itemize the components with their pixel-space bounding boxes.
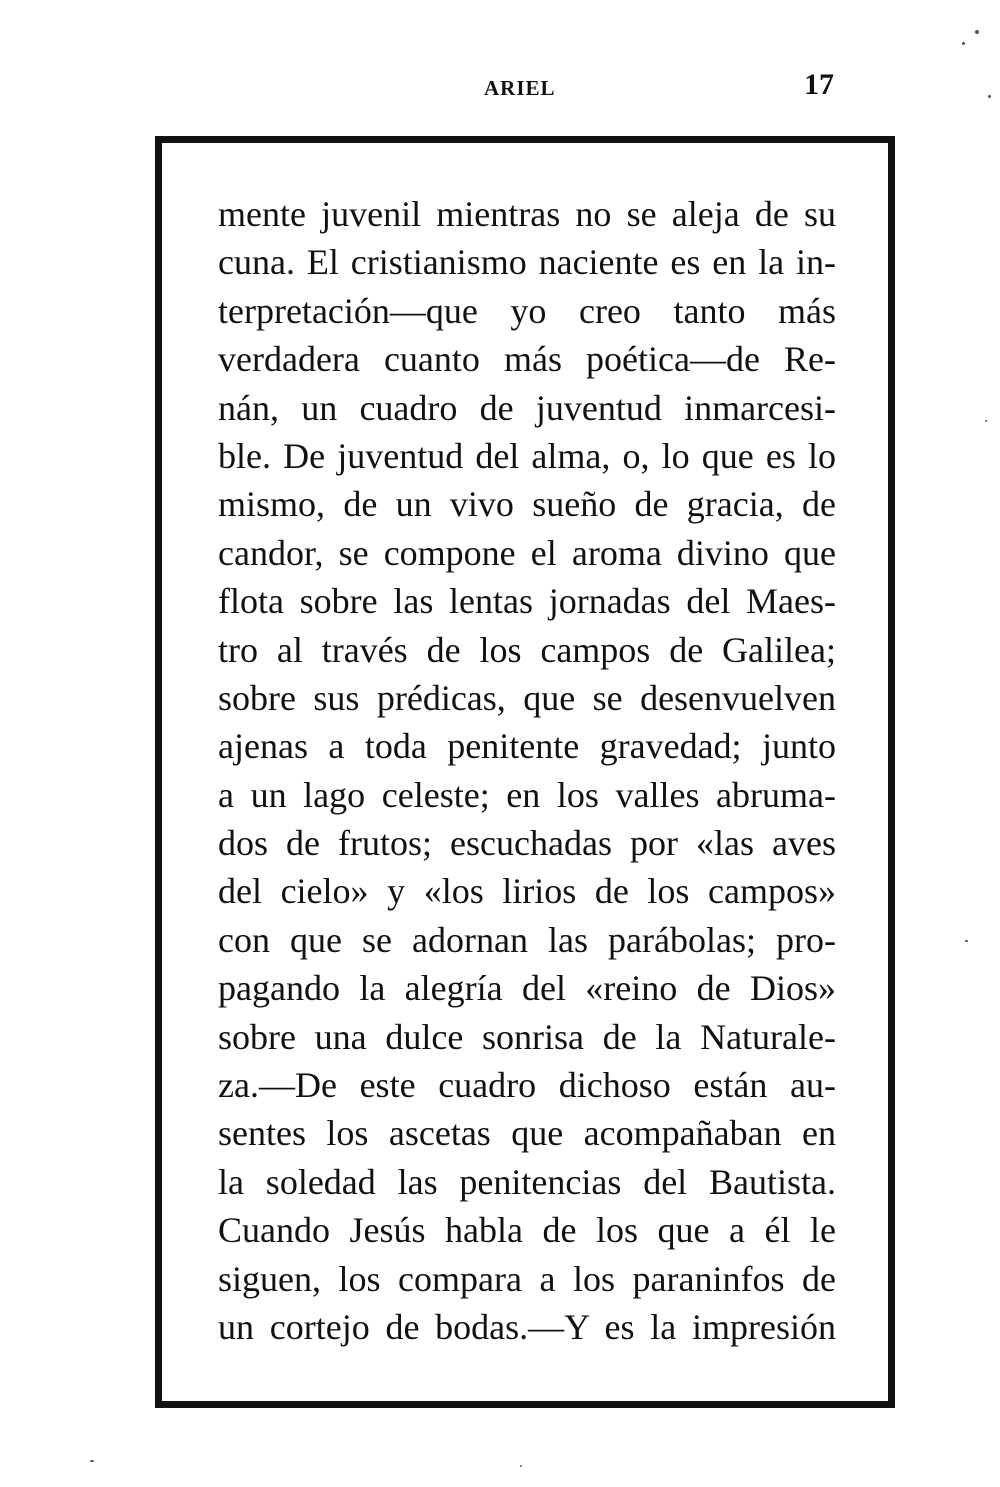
text-line: terpretación—que yo creo tanto más	[218, 290, 836, 331]
text-line: con que se adornan las parábolas; pro-	[218, 919, 836, 960]
text-line: sentes los ascetas que acompañaban en	[218, 1113, 836, 1154]
text-line: candor, se compone el aroma divino que	[218, 532, 836, 573]
scan-speck	[90, 1460, 94, 1462]
running-title: ARIEL	[484, 76, 556, 100]
text-line: un cortejo de bodas.—Y es la impresión	[218, 1306, 836, 1347]
text-line: la soledad las penitencias del Bautista.	[218, 1161, 836, 1202]
text-line: ajenas a toda penitente gravedad; junto	[218, 726, 836, 767]
text-line: nán, un cuadro de juventud inmarcesi-	[218, 387, 836, 428]
body-text	[218, 190, 836, 1351]
scan-speck	[975, 30, 979, 34]
scan-speck	[965, 940, 968, 942]
scan-speck	[988, 95, 991, 98]
text-line: mente juvenil mientras no se aleja de su	[218, 194, 836, 234]
text-line: za.—De este cuadro dichoso están au-	[218, 1065, 836, 1106]
text-line: a un lago celeste; en los valles abruma-	[218, 774, 836, 815]
text-line: dos de frutos; escuchadas por «las aves	[218, 823, 836, 864]
page-number: 17	[804, 68, 834, 101]
text-line: ble. De juventud del alma, o, lo que es lo	[218, 435, 836, 476]
text-line: sobre sus prédicas, que se desenvuelven	[218, 677, 836, 718]
scan-speck	[520, 1465, 522, 1467]
text-line: del cielo» y «los lirios de los campos»	[218, 871, 836, 912]
text-line: pagando la alegría del «reino de Dios»	[218, 968, 836, 1009]
text-line: tro al través de los campos de Galilea;	[218, 629, 836, 670]
text-line: siguen, los compara a los paraninfos de	[218, 1258, 836, 1299]
scan-speck	[985, 420, 987, 422]
text-line: sobre una dulce sonrisa de la Naturale-	[218, 1016, 836, 1057]
text-line: cuna. El cristianismo naciente es en la in-	[218, 242, 836, 283]
text-line: flota sobre las lentas jornadas del Maes-	[218, 581, 836, 622]
text-line: Cuando Jesús habla de los que a él le	[218, 1210, 836, 1251]
text-line: mismo, de un vivo sueño de gracia, de	[218, 484, 836, 525]
scan-speck	[962, 42, 965, 45]
text-line: verdadera cuanto más poética—de Re-	[218, 339, 836, 380]
